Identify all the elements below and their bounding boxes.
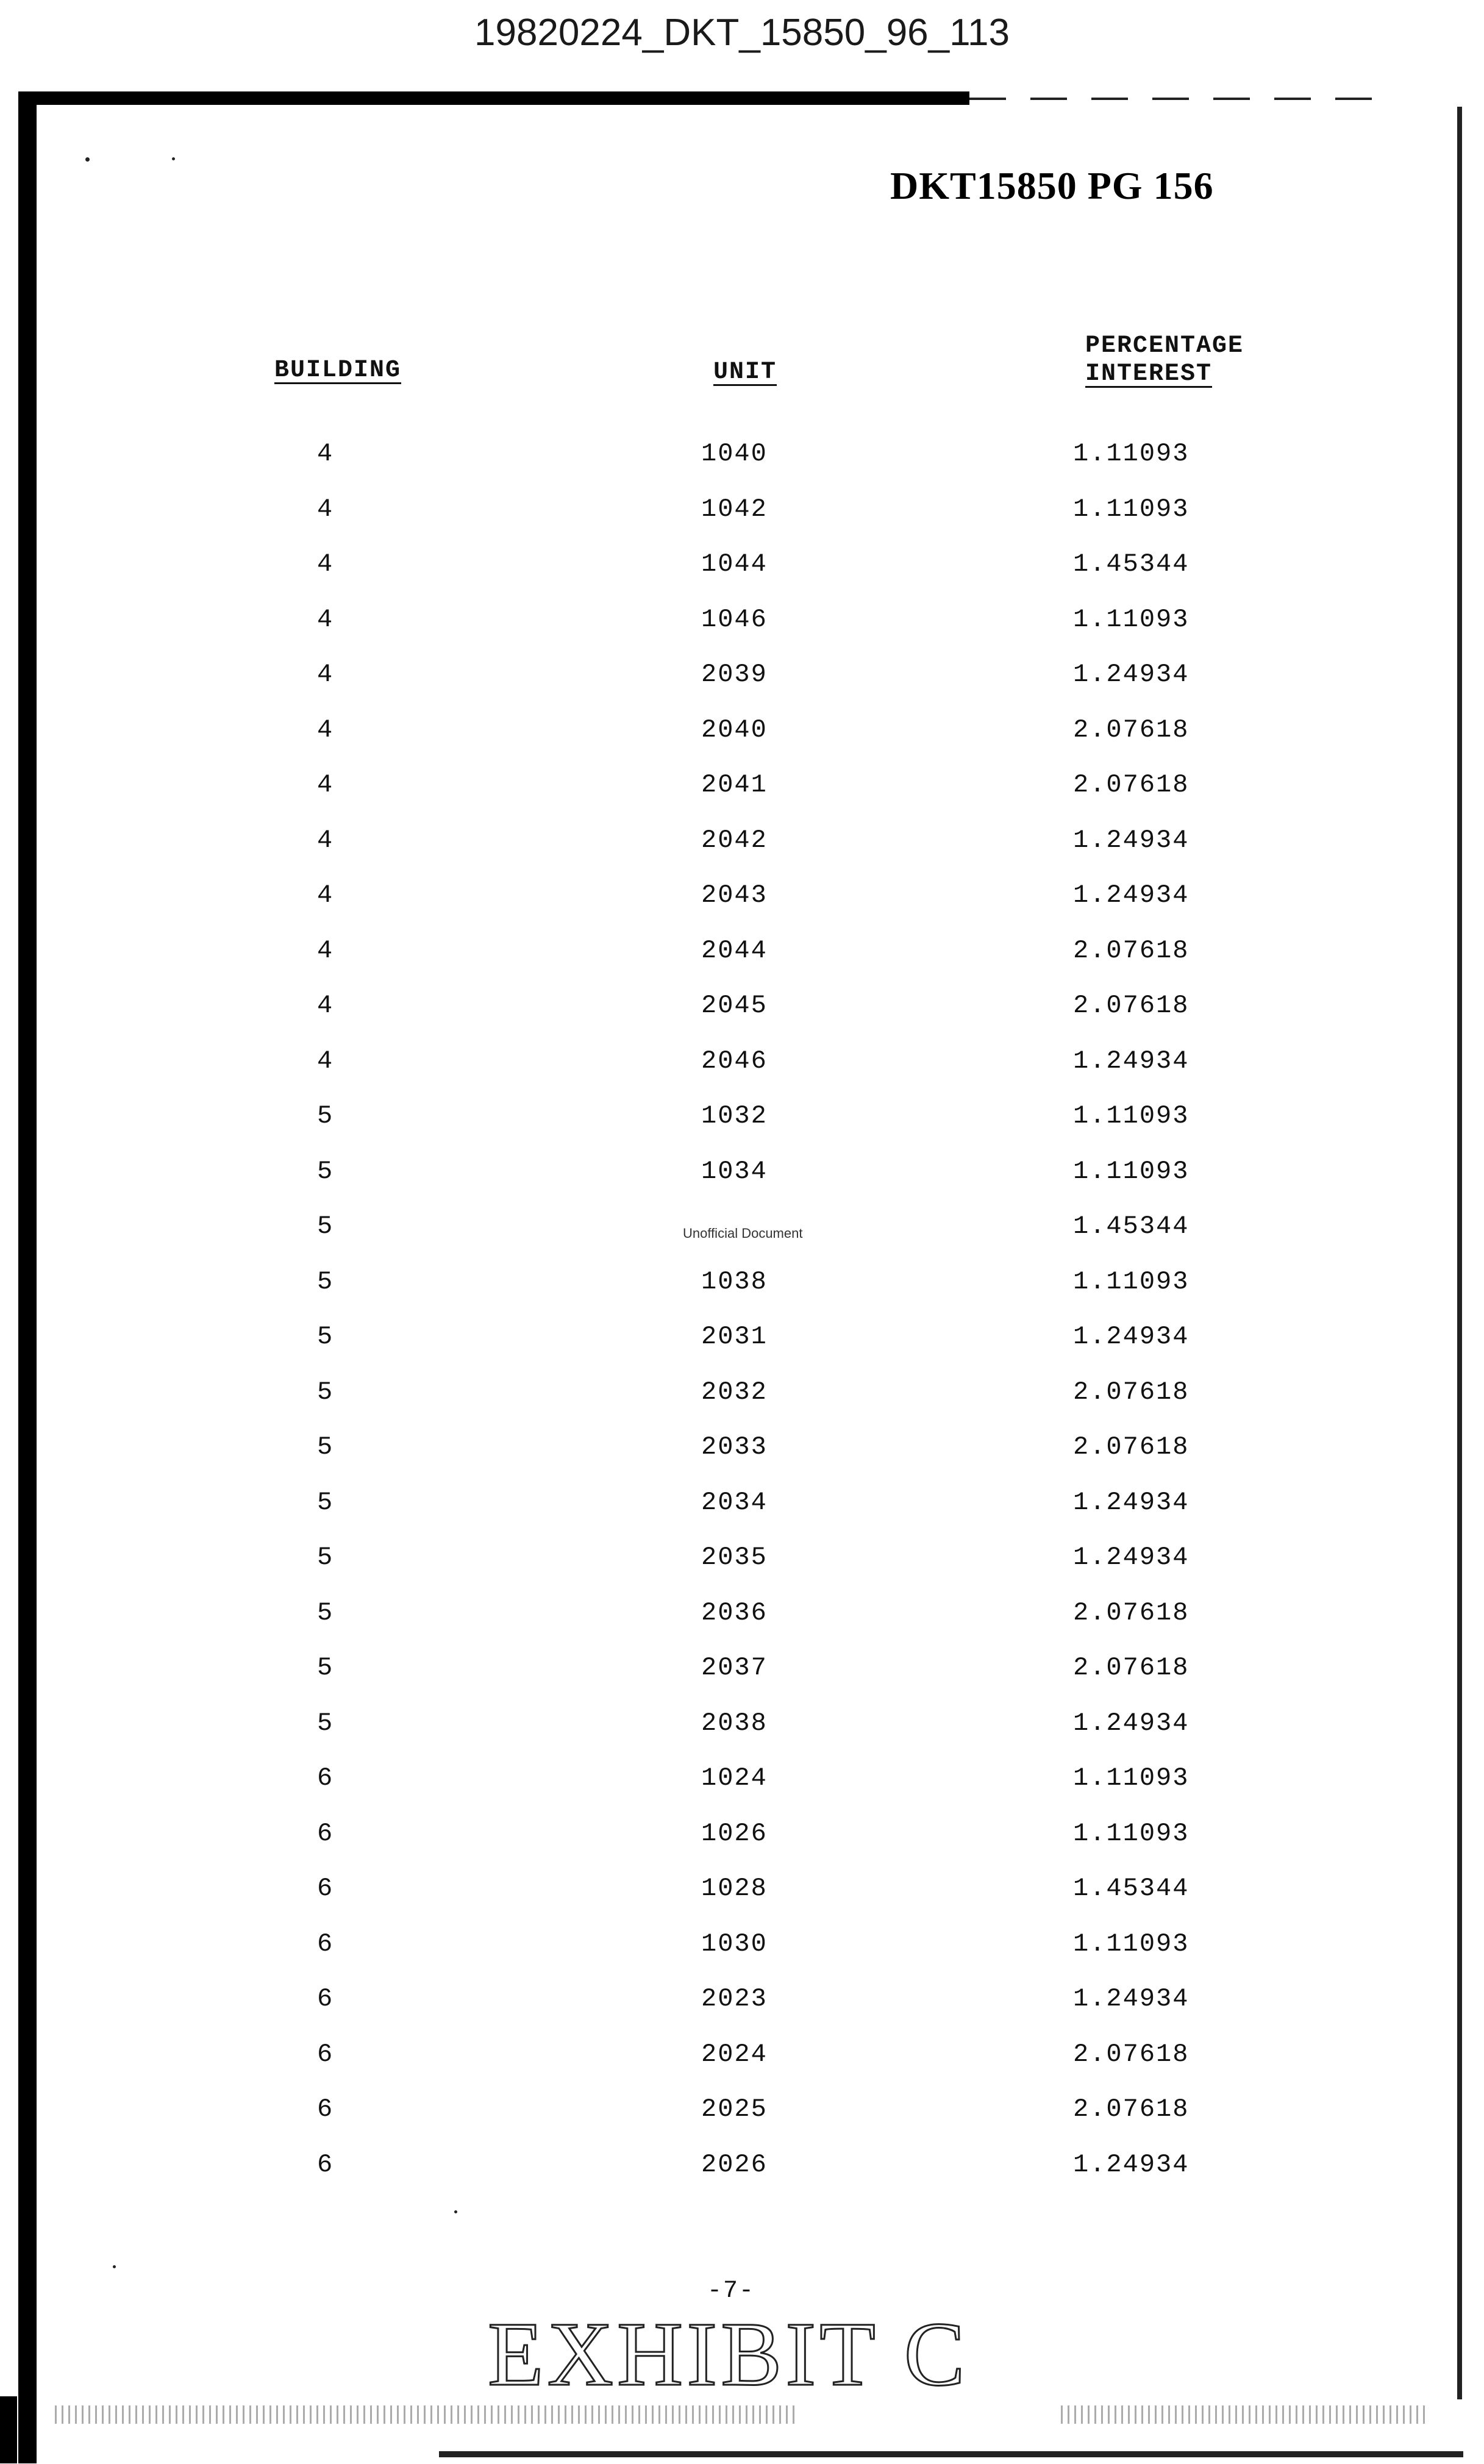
interest-cell: 1.24934 (1073, 660, 1190, 689)
header-percentage-line1: PERCENTAGE (1085, 332, 1244, 360)
scan-noise (55, 2405, 799, 2424)
scan-edge-tab (0, 2396, 17, 2463)
building-cell: 6 (317, 2149, 334, 2179)
building-cell: 4 (317, 715, 334, 745)
scan-speck (454, 2210, 457, 2213)
deed-reference: DKT15850 PG 156 (890, 164, 1214, 207)
table-row (0, 1874, 1484, 1929)
building-cell: 4 (317, 549, 334, 579)
interest-cell: 2.07618 (1073, 2039, 1190, 2069)
building-cell: 6 (317, 1874, 334, 1903)
unit-cell: 1046 (701, 604, 768, 634)
header-unit: UNIT (713, 359, 777, 386)
unit-cell: 2038 (701, 1708, 768, 1738)
interest-cell: 1.24934 (1073, 1708, 1190, 1738)
building-cell: 5 (317, 1708, 334, 1738)
building-cell: 5 (317, 1212, 334, 1241)
building-cell: 4 (317, 439, 334, 468)
building-cell: 4 (317, 604, 334, 634)
interest-cell: 1.24934 (1073, 2149, 1190, 2179)
table-row (0, 1653, 1484, 1709)
interest-cell: 1.24934 (1073, 825, 1190, 855)
building-cell: 5 (317, 1266, 334, 1296)
page-border-top-dashed (969, 98, 1372, 100)
building-cell: 6 (317, 1763, 334, 1793)
interest-cell: 2.07618 (1073, 1653, 1190, 1682)
interest-cell: 1.11093 (1073, 604, 1190, 634)
unit-cell: 1040 (701, 439, 768, 468)
interest-cell: 1.11093 (1073, 494, 1190, 524)
unit-cell: 2032 (701, 1377, 768, 1407)
interest-cell: 1.11093 (1073, 1929, 1190, 1959)
building-cell: 5 (317, 1377, 334, 1407)
interest-cell: 1.45344 (1073, 1212, 1190, 1241)
interest-cell: 2.07618 (1073, 935, 1190, 965)
unit-cell: 1034 (701, 1156, 768, 1186)
table-row (0, 549, 1484, 605)
page-number: -7- (707, 2277, 755, 2305)
building-cell: 4 (317, 494, 334, 524)
interest-cell: 1.45344 (1073, 1874, 1190, 1903)
unit-cell: 2045 (701, 991, 768, 1020)
table-row (0, 1984, 1484, 2040)
unit-cell: 2040 (701, 715, 768, 745)
building-cell: 6 (317, 1818, 334, 1848)
interest-cell: 1.24934 (1073, 1487, 1190, 1517)
building-cell: 4 (317, 991, 334, 1020)
interest-cell: 1.11093 (1073, 1266, 1190, 1296)
building-cell: 5 (317, 1156, 334, 1186)
interest-cell: 1.24934 (1073, 1543, 1190, 1572)
table-row (0, 936, 1484, 991)
table-row (0, 2094, 1484, 2150)
table-row (0, 1377, 1484, 1433)
table-row (0, 439, 1484, 495)
table-row (0, 660, 1484, 715)
interest-cell: 2.07618 (1073, 1377, 1190, 1407)
building-cell: 4 (317, 880, 334, 910)
building-cell: 6 (317, 1984, 334, 2013)
table-row (0, 1543, 1484, 1598)
building-cell: 5 (317, 1101, 334, 1130)
table-row (0, 1488, 1484, 1543)
scan-speck (172, 157, 175, 160)
interest-cell: 1.24934 (1073, 1984, 1190, 2013)
building-cell: 5 (317, 1487, 334, 1517)
unit-cell: 2026 (701, 2149, 768, 2179)
table-row (0, 1819, 1484, 1874)
table-row (0, 605, 1484, 660)
interest-cell: 1.24934 (1073, 1046, 1190, 1076)
building-cell: 5 (317, 1322, 334, 1351)
table-row (0, 991, 1484, 1046)
unit-cell: 2025 (701, 2094, 768, 2124)
table-row (0, 1763, 1484, 1819)
exhibit-label: EXHIBIT C (488, 2304, 969, 2405)
header-building: BUILDING (274, 357, 402, 384)
scan-noise (1061, 2405, 1427, 2424)
building-cell: 6 (317, 2039, 334, 2069)
scan-speck (113, 2265, 116, 2268)
unit-cell: 2023 (701, 1984, 768, 2013)
interest-cell: 1.24934 (1073, 880, 1190, 910)
building-cell: 5 (317, 1598, 334, 1627)
interest-cell: 1.45344 (1073, 549, 1190, 579)
table-row (0, 1046, 1484, 1102)
unit-cell: 2042 (701, 825, 768, 855)
unit-cell: 1028 (701, 1874, 768, 1903)
building-cell: 4 (317, 1046, 334, 1076)
unit-cell: 2036 (701, 1598, 768, 1627)
building-cell: 6 (317, 1929, 334, 1959)
unit-cell: 2031 (701, 1322, 768, 1351)
scan-speck (85, 157, 90, 162)
table-row (0, 1267, 1484, 1323)
interest-cell: 1.11093 (1073, 1156, 1190, 1186)
table-row (0, 770, 1484, 826)
interest-cell: 2.07618 (1073, 770, 1190, 799)
unit-cell: 2041 (701, 770, 768, 799)
unit-cell: 2035 (701, 1543, 768, 1572)
table-row (0, 1322, 1484, 1377)
interest-cell: 2.07618 (1073, 1432, 1190, 1462)
interest-cell: 1.11093 (1073, 1818, 1190, 1848)
unit-cell: 2037 (701, 1653, 768, 1682)
header-percentage-interest (1085, 332, 1244, 388)
unit-cell: 2044 (701, 935, 768, 965)
interest-cell: 2.07618 (1073, 991, 1190, 1020)
table-row (0, 715, 1484, 771)
building-cell: 5 (317, 1653, 334, 1682)
table-row (0, 826, 1484, 881)
unit-cell: 1042 (701, 494, 768, 524)
building-cell: 6 (317, 2094, 334, 2124)
unit-cell: 1044 (701, 549, 768, 579)
building-cell: 5 (317, 1543, 334, 1572)
watermark: Unofficial Document (683, 1226, 803, 1241)
page-border-bottom (439, 2451, 1463, 2457)
interest-cell: 2.07618 (1073, 1598, 1190, 1627)
table-row (0, 1709, 1484, 1764)
building-cell: 4 (317, 770, 334, 799)
table-row (0, 495, 1484, 550)
page-border-top (18, 91, 969, 105)
building-cell: 4 (317, 935, 334, 965)
interest-table (0, 439, 1484, 2205)
table-row (0, 1101, 1484, 1157)
building-cell: 4 (317, 660, 334, 689)
table-row (0, 1929, 1484, 1985)
interest-cell: 1.24934 (1073, 1322, 1190, 1351)
table-row (0, 1157, 1484, 1212)
header-percentage-line2: INTEREST (1085, 360, 1213, 388)
unit-cell: 2034 (701, 1487, 768, 1517)
unit-cell: 2039 (701, 660, 768, 689)
table-row (0, 1598, 1484, 1654)
table-row (0, 2150, 1484, 2205)
unit-cell: 1038 (701, 1266, 768, 1296)
unit-cell: 1030 (701, 1929, 768, 1959)
table-row (0, 880, 1484, 936)
table-row (0, 2040, 1484, 2095)
unit-cell: 2046 (701, 1046, 768, 1076)
interest-cell: 2.07618 (1073, 2094, 1190, 2124)
interest-cell: 1.11093 (1073, 1101, 1190, 1130)
unit-cell: 1024 (701, 1763, 768, 1793)
building-cell: 4 (317, 825, 334, 855)
interest-cell: 1.11093 (1073, 439, 1190, 468)
building-cell: 5 (317, 1432, 334, 1462)
interest-cell: 2.07618 (1073, 715, 1190, 745)
file-title: 19820224_DKT_15850_96_113 (474, 12, 1010, 54)
interest-cell: 1.11093 (1073, 1763, 1190, 1793)
unit-cell: 2043 (701, 880, 768, 910)
table-row (0, 1432, 1484, 1488)
unit-cell: 2033 (701, 1432, 768, 1462)
unit-cell: 2024 (701, 2039, 768, 2069)
unit-cell: 1032 (701, 1101, 768, 1130)
unit-cell: 1026 (701, 1818, 768, 1848)
